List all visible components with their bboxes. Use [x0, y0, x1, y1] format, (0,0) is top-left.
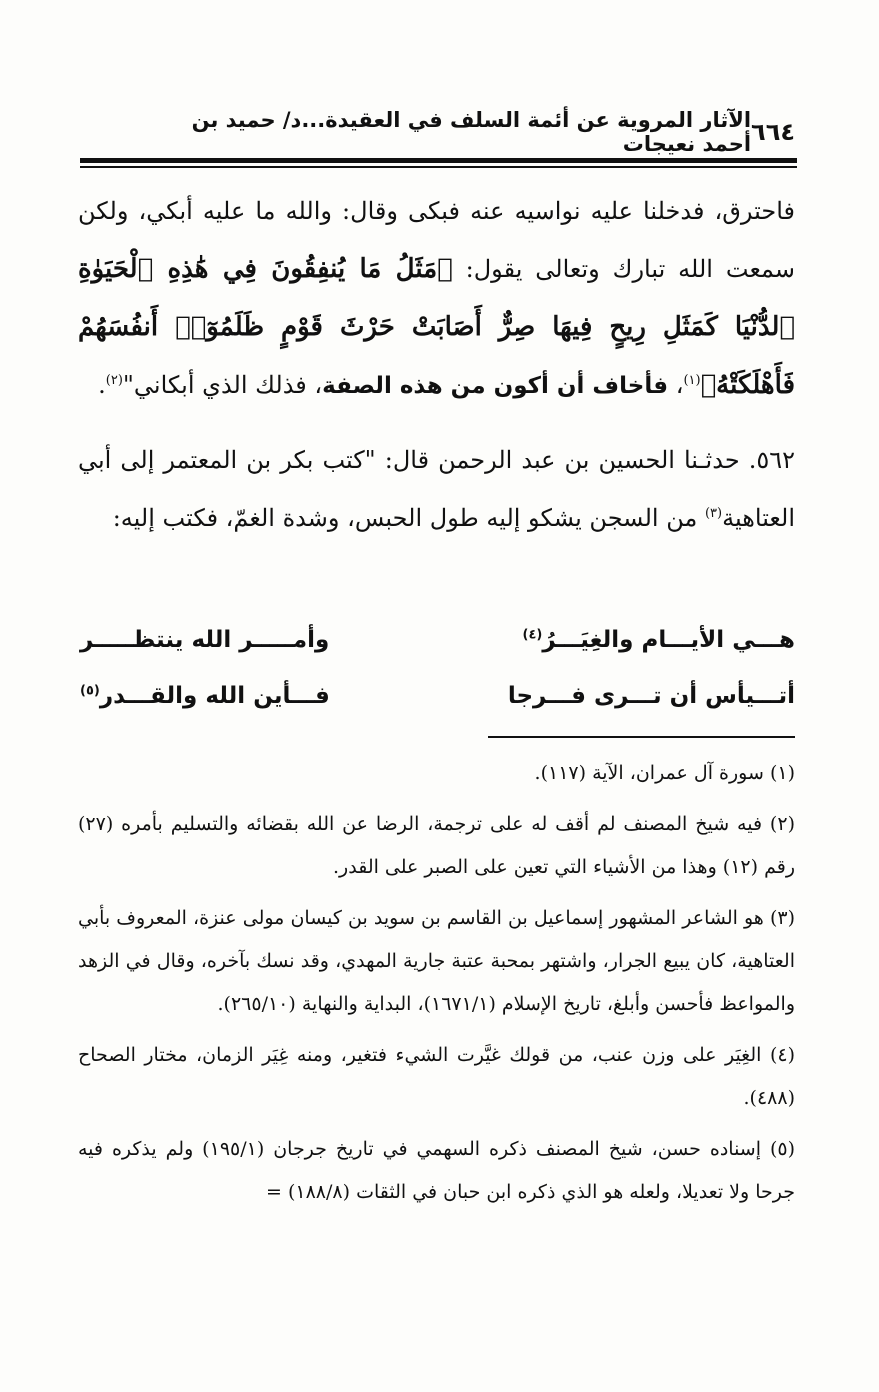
poem-hemistich-1b: وأمـــــر الله ينتظـــــر — [80, 627, 330, 653]
poem-line-1 — [80, 612, 795, 668]
header-rule-thick — [80, 158, 797, 163]
footnote-ref-1: (١) — [683, 373, 701, 388]
footnote-2: (٢) فيه شيخ المصنف لم أقف له على ترجمة، الرضا عن الله بقضائه والتسليم بأمره (٢٧) رقم (١٢) وهذا من الأشياء التي تعين على الصبر على القدر. — [78, 813, 795, 878]
hemistich-text: فـــأين الله والقـــدر — [99, 683, 330, 709]
footnotes — [78, 752, 795, 1222]
footnote-3: (٣) هو الشاعر المشهور إسماعيل بن القاسم بن سويد بن كيسان مولى عنزة، المعروف بأبي العتاهية، كان يبيع الجرار، واشتهر بمحبة عتبة جارية المهدي، وقد نسك بآخره، وقال في الزهد والمواعظ فأحسن وأبلغ، تاريخ الإسلام (١٦٧١/١)، البداية والنهاية (٢٦٥/١٠). — [78, 907, 795, 1015]
main-text — [78, 182, 795, 547]
poem-line-2 — [80, 668, 795, 724]
footnote-separator — [488, 736, 795, 738]
paragraph-2 — [78, 431, 795, 547]
quran-verse: ﴿مَثَلُ مَا يُنفِقُونَ فِي هَٰذِهِ ٱلْحَيَوٰةِ ٱلدُّنْيَا كَمَثَلِ رِيحٍ فِيهَا صِرٌّ أَصَابَتْ حَرْثَ قَوْمٍ ظَلَمُوٓا۟ أَنفُسَهُمْ فَأَهْلَكَتْهُ﴾ — [78, 254, 795, 400]
footnote-ref-2: (٢) — [105, 373, 123, 388]
poem-hemistich-2a: أتـــيأس أن تـــرى فـــرجا — [507, 683, 795, 709]
poem-hemistich-2b — [80, 683, 409, 709]
running-title: الآثار المروية عن أئمة السلف في العقيدة...د/ حميد بن أحمد نعيجات — [191, 108, 752, 156]
p1-end-text: ، فذلك الذي أبكاني" — [122, 371, 323, 399]
p1-period: . — [98, 371, 106, 399]
footnote-ref-4: (٤) — [522, 627, 543, 643]
p2-text-2: من السجن يشكو إليه طول الحبس، وشدة الغمّ، فكتب إليه: — [112, 504, 705, 532]
paragraph-1 — [78, 182, 795, 415]
poem-hemistich-1a — [466, 627, 795, 653]
footnote-5: (٥) إسناده حسن، شيخ المصنف ذكره السهمي في تاريخ جرجان (١٩٥/١) ولم يذكره فيه جرحا ولا تعديلا، ولعله هو الذي ذكره ابن حبان في الثقات (١٨٨/٨) = — [78, 1138, 795, 1203]
p1-separator: ، — [668, 371, 684, 399]
p2-text-1: ٥٦٢. حدثـنا الحسين بن عبد الرحمن قال: "كتب بكر بن المعتمر إلى أبي العتاهية — [78, 446, 795, 532]
page-number: ٦٦٤ — [751, 118, 795, 146]
hemistich-text: هـــي الأيـــام والغِيَـــرُ — [542, 627, 795, 653]
footnote-1: (١) سورة آل عمران، الآية (١١٧). — [534, 762, 795, 784]
footnote-4: (٤) الغِيَر على وزن عنب، من قولك غيَّرت الشيء فتغير، ومنه غِيَر الزمان، مختار الصحاح (٤٨٨). — [78, 1044, 795, 1109]
footnote-ref-5: (٥) — [80, 683, 100, 699]
header-rule-thin — [80, 166, 797, 168]
footnote-ref-3: (٣) — [704, 506, 723, 521]
p1-bold-text: فأخاف أن أكون من هذه الصفة — [322, 373, 669, 399]
p1-text: فاحترق، فدخلنا عليه نواسيه عنه فبكى وقال: والله ما عليه أبكي، ولكن سمعت الله تبارك وتعالى يقول: — [78, 197, 796, 283]
poem — [80, 612, 795, 724]
running-header — [150, 108, 795, 156]
